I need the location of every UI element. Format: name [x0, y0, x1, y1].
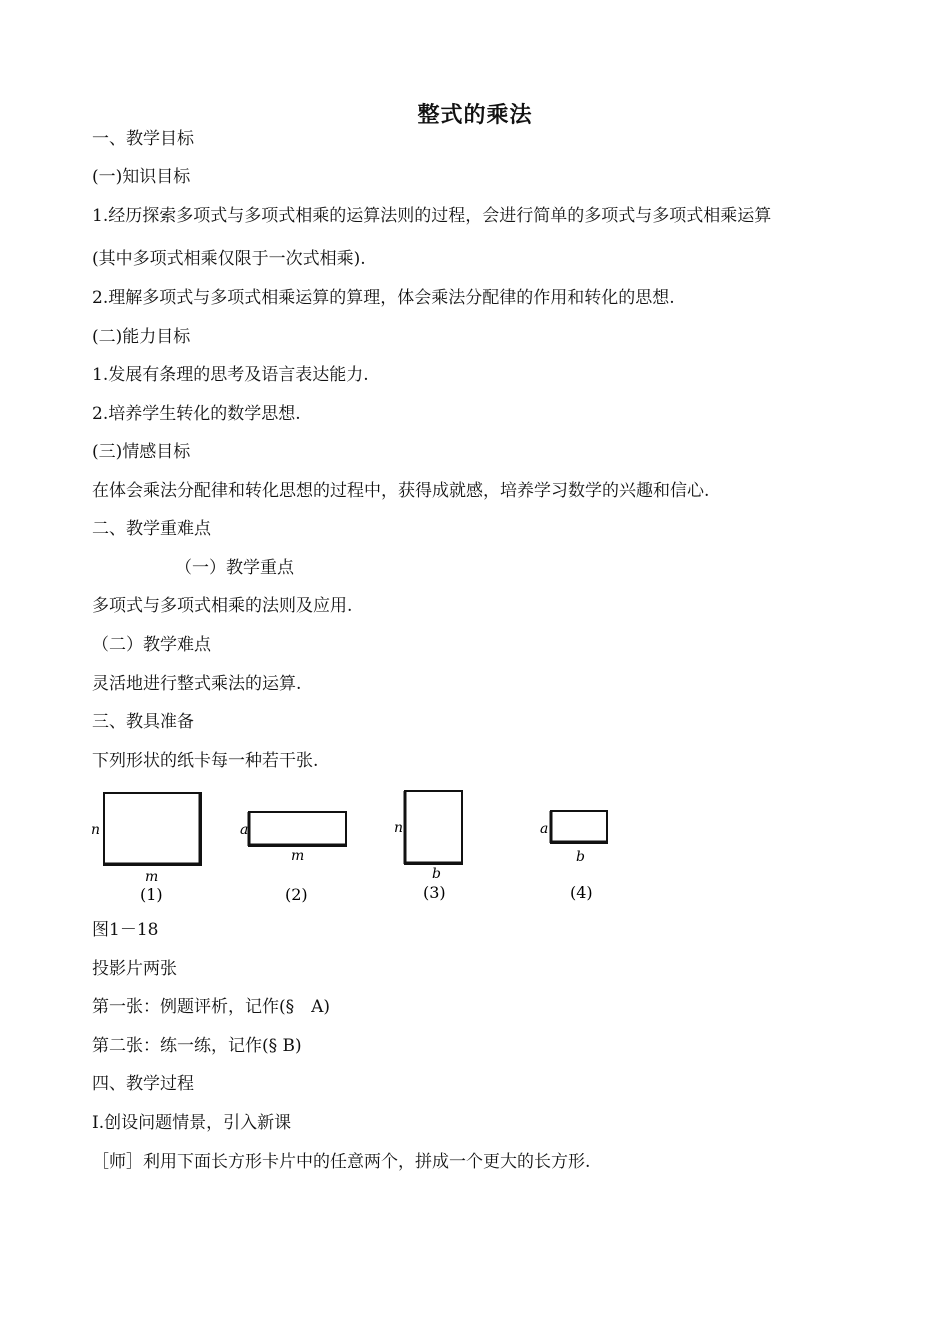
paragraph-emotion-goal: 在体会乘法分配律和转化思想的过程中，获得成就感，培养学习数学的兴趣和信心.	[92, 481, 710, 501]
paragraph-knowledge-goal-2: 2.理解多项式与多项式相乘运算的算理，体会乘法分配律的作用和转化的思想.	[92, 288, 675, 308]
paragraph-knowledge-goal-1: 1.经历探索多项式与多项式相乘的运算法则的过程，会进行简单的多项式与多项式相乘运算	[92, 206, 772, 226]
card-3-side-label: n	[394, 820, 404, 836]
card-1-side-label: n	[91, 822, 101, 838]
card-2-side-label: a	[240, 822, 249, 838]
card-3-bottom-label: b	[432, 866, 441, 882]
card-2-bottom-label: m	[291, 848, 305, 864]
subheading-knowledge-goals: (一)知识目标	[92, 167, 191, 187]
card-4-caption: (4)	[570, 883, 593, 902]
paragraph-difficulty: 灵活地进行整式乘法的运算.	[92, 674, 302, 694]
card-2	[240, 812, 346, 904]
subheading-difficulty: （二）教学难点	[92, 635, 211, 655]
paragraph-transparency-1: 第一张：例题评析，记作(§ A)	[92, 997, 331, 1017]
document-title: 整式的乘法	[417, 103, 533, 128]
paragraph-teacher-prompt: ［师］利用下面长方形卡片中的任意两个，拼成一个更大的长方形.	[92, 1152, 591, 1172]
paragraph-ability-goal-2: 2.培养学生转化的数学思想.	[92, 404, 301, 424]
section-heading-process: 四、教学过程	[92, 1074, 194, 1094]
subheading-key-point: （一）教学重点	[175, 558, 294, 578]
section-heading-key-points: 二、教学重难点	[92, 519, 211, 539]
paragraph-knowledge-goal-1-cont: (其中多项式相乘仅限于一次式相乘).	[92, 249, 366, 269]
subheading-ability-goals: (二)能力目标	[92, 327, 191, 347]
paragraph-ability-goal-1: 1.发展有条理的思考及语言表达能力.	[92, 365, 369, 385]
section-heading-teaching-goals: 一、教学目标	[92, 129, 194, 149]
card-4	[540, 811, 607, 902]
card-3	[394, 791, 462, 902]
card-2-caption: (2)	[285, 885, 308, 904]
figure-label: 图1－18	[92, 920, 159, 940]
figure-paper-cards	[80, 785, 640, 910]
subheading-introduce: Ⅰ.创设问题情景，引入新课	[92, 1113, 292, 1133]
card-1-bottom-label: m	[145, 869, 159, 885]
paragraph-materials: 下列形状的纸卡每一种若干张.	[92, 751, 319, 771]
paragraph-key-point: 多项式与多项式相乘的法则及应用.	[92, 596, 353, 616]
card-3-caption: (3)	[423, 883, 446, 902]
paragraph-transparency-2: 第二张：练一练，记作(§ B)	[92, 1036, 302, 1056]
subheading-emotion-goals: (三)情感目标	[92, 442, 191, 462]
card-4-side-label: a	[540, 821, 549, 837]
card-4-bottom-label: b	[576, 849, 585, 865]
card-1	[91, 793, 201, 904]
card-1-caption: (1)	[140, 885, 163, 904]
section-heading-materials: 三、教具准备	[92, 712, 194, 732]
paragraph-transparencies: 投影片两张	[92, 959, 177, 979]
